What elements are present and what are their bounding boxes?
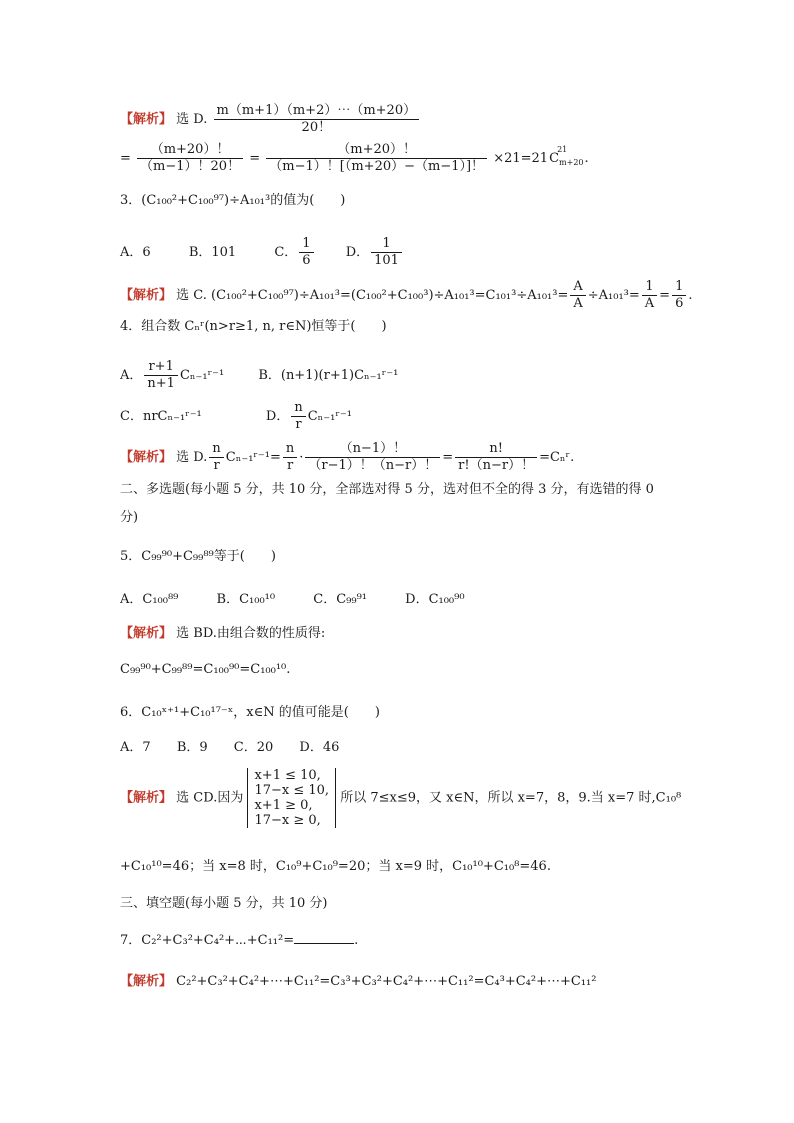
question-5: 5．C₉₉⁹⁰+C₉₉⁸⁹等于( ) <box>120 549 276 564</box>
question-4: 4．组合数 Cₙʳ(n>r≥1, n, r∈N)恒等于( ) <box>120 319 387 334</box>
analysis-tag: 【解析】 <box>120 790 173 806</box>
question-5-options <box>120 591 465 609</box>
section-3-heading: 三、填空题(每小题 5 分，共 10 分) <box>120 896 328 911</box>
option-a: A．C₁₀₀⁸⁹ <box>120 592 179 607</box>
option-b: B．(n+1)(r+1)Cₙ₋₁ʳ⁻¹ <box>258 368 399 383</box>
solution-7: 【解析】 C₂²+C₃²+C₄²+⋯+C₁₁²=C₃³+C₃²+C₄²+⋯+C₁₁²=C₄³+C₄²+⋯+C₁₁² <box>120 974 597 989</box>
question-6: 6．C₁₀ˣ⁺¹+C₁₀¹⁷⁻ˣ，x∈N 的值可能是( ) <box>120 705 380 720</box>
solution-5-line-2: C₉₉⁹⁰+C₉₉⁸⁹=C₁₀₀⁹⁰=C₁₀₀¹⁰. <box>120 662 291 677</box>
option-a: A．7 <box>120 740 151 755</box>
option-d: D． $\frac{n}{r}$ Cₙ₋₁ʳ⁻¹ <box>265 400 352 432</box>
option-d: D．C₁₀₀⁹⁰ <box>405 592 465 607</box>
analysis-tag: 【解析】 <box>120 288 173 303</box>
solution-4: 【解析】 选 D. $\frac{n}{r}$ Cₙ₋₁ʳ⁻¹= $\frac{n}{r}$ · $\frac{(n-1)!}{(r-1)!(n-r)!}$ = $\frac{n!}{r!(n-r)!}$ =Cₙʳ. <box>120 441 575 473</box>
option-d: D． $\frac{1}{101}$ <box>346 245 404 260</box>
option-b: B．101 <box>188 245 237 260</box>
question-4-options-cd <box>120 400 352 433</box>
option-b: B．C₁₀₀¹⁰ <box>216 592 276 607</box>
section-2-heading: 二、多选题(每小题 5 分，共 10 分，全部选对得 5 分，选对但不全的得 3 分，有选错的得 0 <box>120 482 654 497</box>
option-a: A． $\frac{r+1}{n+1}$ Cₙ₋₁ʳ⁻¹ <box>120 359 225 391</box>
option-a: A．6 <box>120 245 151 260</box>
option-c: C．C₉₉⁹¹ <box>313 592 367 607</box>
answer-blank[interactable] <box>294 931 354 944</box>
option-b: B．9 <box>176 740 208 755</box>
option-c: C．20 <box>233 740 274 755</box>
question-7: 7．C₂²+C₃²+C₄²+⋯+C₁₁²= . <box>120 933 359 948</box>
combination: C 21 $_{m+20}$ <box>549 145 584 167</box>
fraction: $\frac{(m+20)!}{(m-1)![(m+20)-(m-1)]!}$ <box>266 142 487 175</box>
fraction: $\frac{m(m+1)(m+2)\cdots(m+20)}{20!}$ <box>214 103 420 136</box>
solution-2-line-1: 【解析】 选 D. $\frac{m(m+1)(m+2)\cdots(m+20)}{20!}$ <box>120 103 421 136</box>
analysis-tag: 【解析】 <box>120 450 173 465</box>
option-d: D．46 <box>299 740 340 755</box>
analysis-tag: 【解析】 <box>120 112 173 127</box>
solution-6: 【解析】 选 CD.因为 x+1 ≤ 10, 17−x ≤ 10, x+1 ≥ 0, 17−x ≥ 0, 所以 7≤x≤9，又 x∈N，所以 x=7，8，9.当 x=7 时,C₁₀⁸ <box>120 768 682 828</box>
solution-2-line-2: = $\frac{(m+20)!}{(m-1)!20!}$ = $\frac{(m+20)!}{(m-1)![(m+20)-(m-1)]!}$ ×21=21C 21 $_{m+20}$. <box>120 142 589 174</box>
question-4-options-ab <box>120 359 398 392</box>
question-3: 3．(C₁₀₀²+C₁₀₀⁹⁷)÷A₁₀₁³的值为( ) <box>120 193 346 208</box>
fraction: $\frac{(m+20)!}{(m-1)!20!}$ <box>137 142 243 175</box>
option-c: C．nrCₙ₋₁ʳ⁻¹ <box>120 409 202 424</box>
analysis-tag: 【解析】 <box>120 974 173 989</box>
inequality-system: x+1 ≤ 10, 17−x ≤ 10, x+1 ≥ 0, 17−x ≥ 0, <box>247 768 336 828</box>
solution-6-line-2: +C₁₀¹⁰=46；当 x=8 时，C₁₀⁹+C₁₀⁹=20；当 x=9 时，C₁₀¹⁰+C₁₀⁸=46. <box>120 859 551 874</box>
question-6-options <box>120 739 339 757</box>
section-2-heading-cont: 分) <box>120 510 139 525</box>
analysis-tag: 【解析】 <box>120 626 173 641</box>
solution-3: 【解析】 选 C. (C₁₀₀²+C₁₀₀⁹⁷)÷A₁₀₁³=(C₁₀₀²+C₁₀₀³)÷A₁₀₁³=C₁₀₁³÷A₁₀₁³= $\frac{A}{A}$ ÷A₁₀₁³= $\frac{1}{A}$ = $\frac{1}{6}$ . <box>120 279 693 311</box>
solution-5: 【解析】 选 BD.由组合数的性质得: <box>120 626 326 641</box>
question-3-options <box>120 236 404 269</box>
option-c: C． $\frac{1}{6}$ <box>274 245 315 260</box>
